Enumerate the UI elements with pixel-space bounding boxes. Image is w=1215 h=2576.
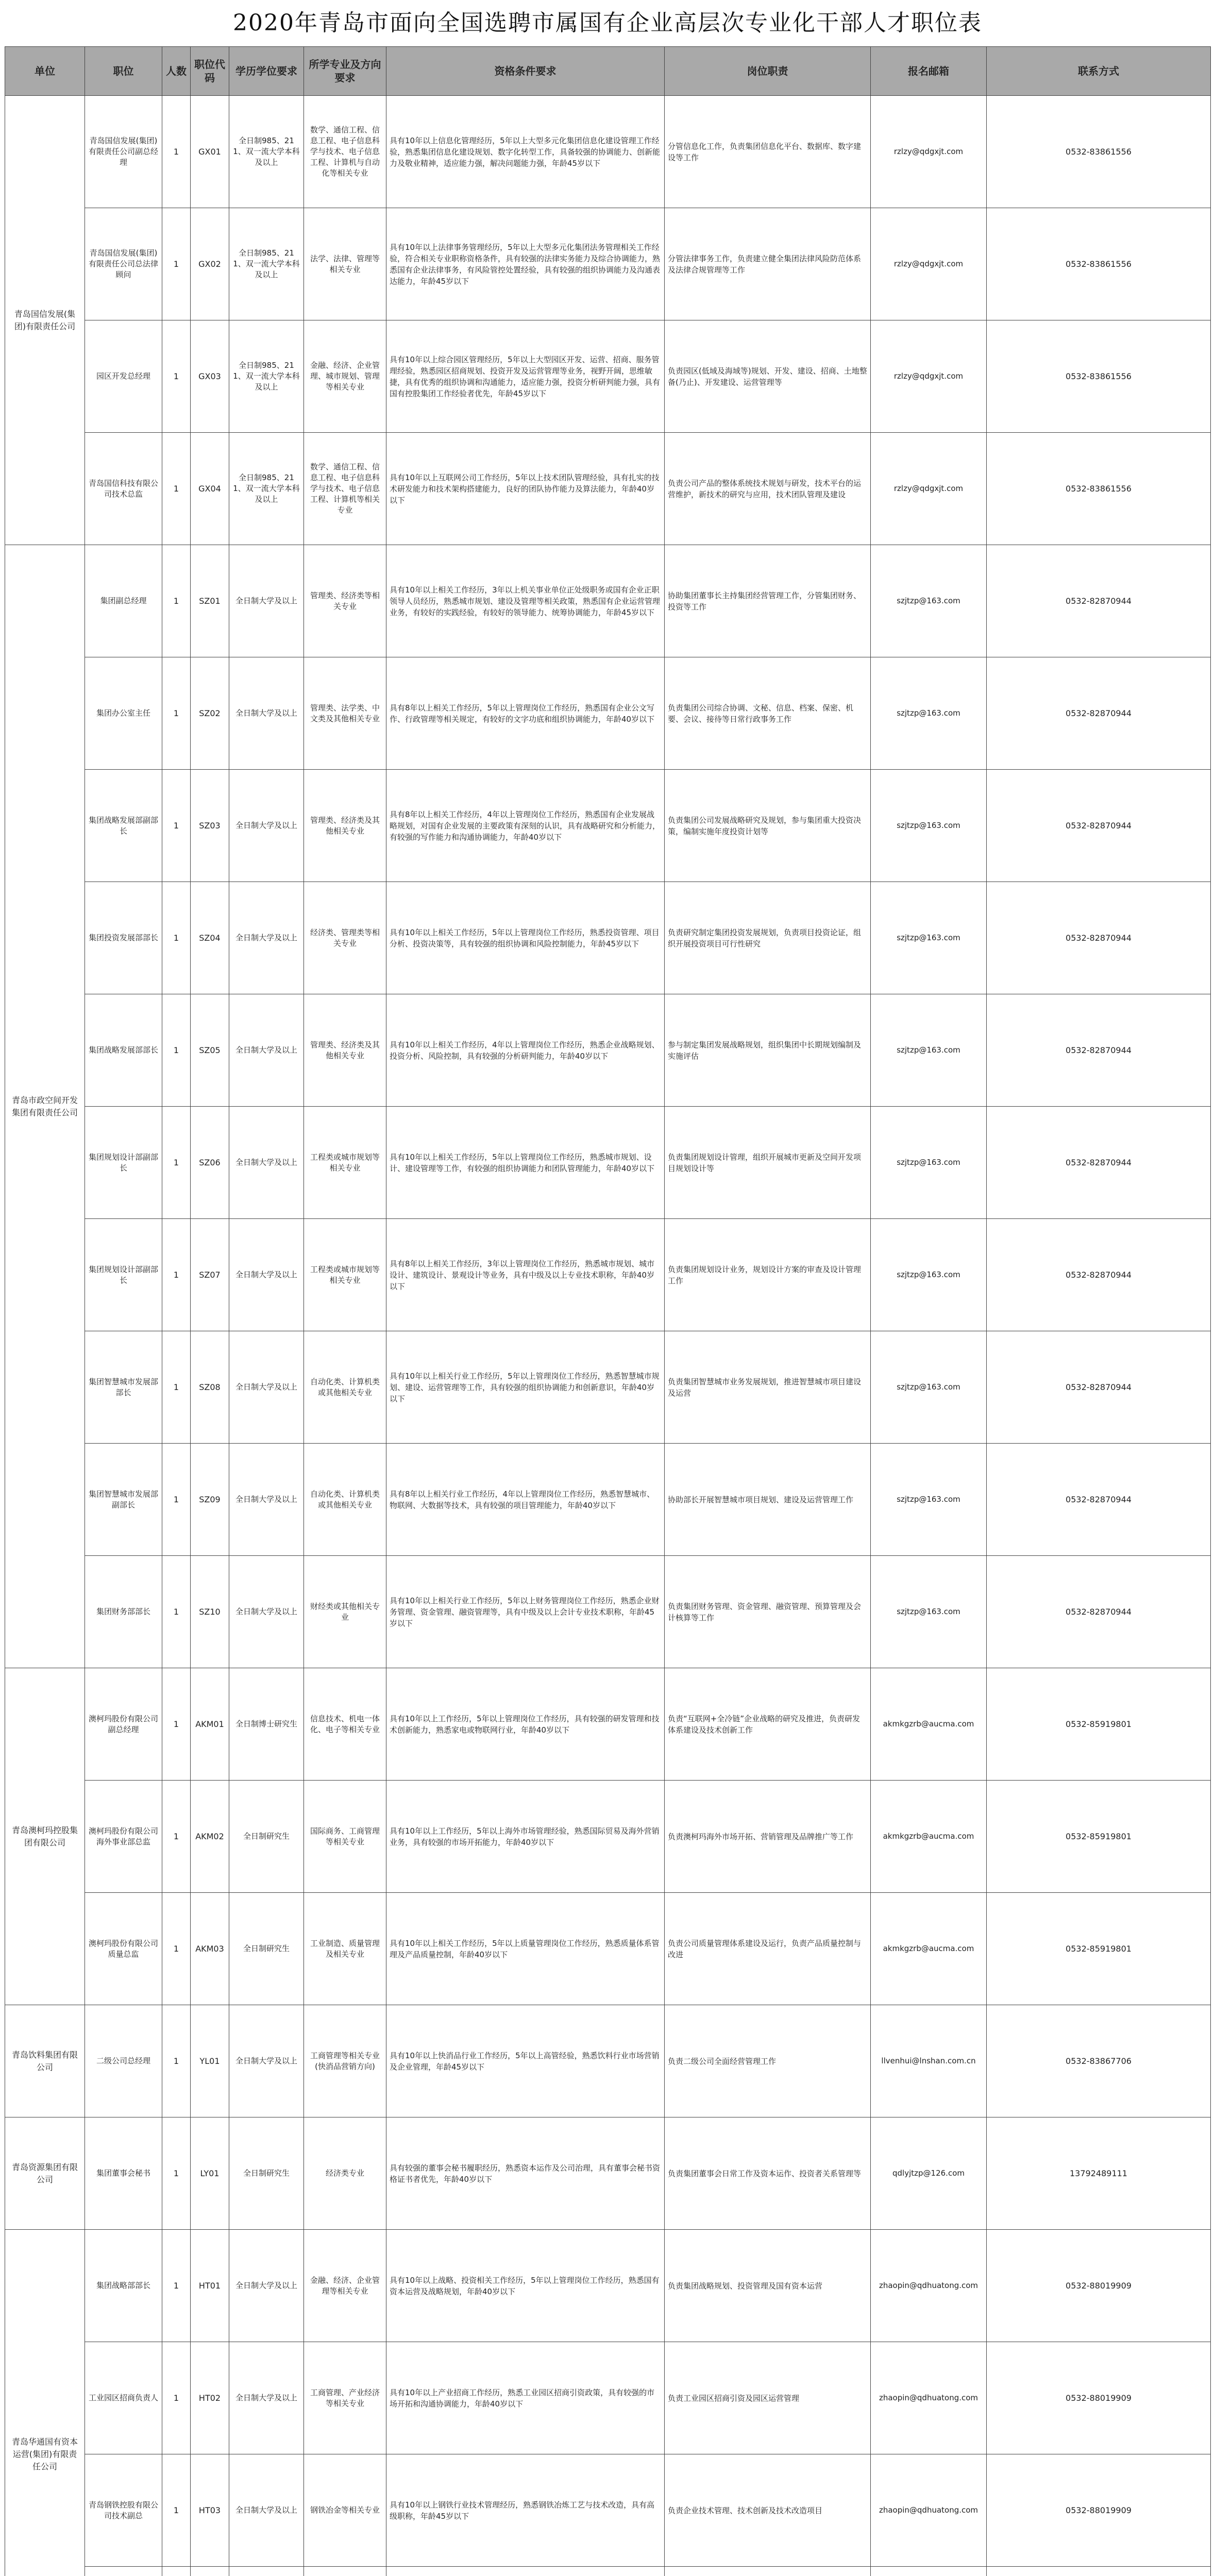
- code-cell: GX01: [191, 96, 229, 208]
- qualification-cell: 具有8年以上相关工作经历，3年以上管理岗位工作经历，熟悉城市规划、城市设计、建筑设计、景观设计等业务，具有中级及以上专业技术职称，年龄40岁以下: [386, 1219, 665, 1331]
- phone-cell: 0532-83861556: [987, 320, 1211, 433]
- major-cell: 工业制造、质量管理及相关专业: [304, 1893, 386, 2005]
- position-cell: 青岛钢铁控股有限公司技术副总: [85, 2454, 162, 2567]
- email-cell: rzlzy@qdgxjt.com: [871, 96, 987, 208]
- email-cell: akmkgzrb@aucma.com: [871, 1893, 987, 2005]
- qualification-cell: 具有10年以上钢铁行业技术管理经历，熟悉钢铁冶炼工艺与技术改造，具有高级职称，年龄45岁以下: [386, 2454, 665, 2567]
- code-cell: AKM03: [191, 1893, 229, 2005]
- major-cell: 经济类、管理类等相关专业: [304, 882, 386, 994]
- table-row: [5, 882, 1211, 994]
- qualification-cell: 具有10年以上工作经历，5年以上管理岗位工作经历，具有较强的研发管理和技术创新能力，熟悉家电或物联网行业，年龄40岁以下: [386, 1668, 665, 1781]
- degree-cell: 全日制985、211、双一流大学本科及以上: [229, 320, 304, 433]
- unit-cell: 青岛华通国有资本运营(集团)有限责任公司: [5, 2230, 85, 2576]
- header-qualification: 资格条件要求: [386, 47, 665, 96]
- phone-cell: 0532-82870944: [987, 1219, 1211, 1331]
- degree-cell: 全日制大学及以上: [229, 545, 304, 657]
- code-cell: YL01: [191, 2005, 229, 2117]
- duty-cell: 负责集团公司发展战略研究及规划，参与集团重大投资决策，编制实施年度投资计划等: [665, 770, 871, 882]
- duty-cell: 负责园区(低域及海域等)规划、开发、建设、招商、土地整备(乃止)、开发建设、运营管理等: [665, 320, 871, 433]
- duty-cell: 负责研究制定集团投资发展规划，负责项目投资论证，组织开展投资项目可行性研究: [665, 882, 871, 994]
- code-cell: AKM01: [191, 1668, 229, 1781]
- count-cell: 1: [162, 320, 191, 433]
- phone-cell: 0532-82870944: [987, 1107, 1211, 1219]
- major-cell: 管理类、法学类、中文类及其他相关专业: [304, 657, 386, 770]
- qualification-cell: 具有10年以上互联网公司工作经历，5年以上技术团队管理经验，具有扎实的技术研发能力和技术架构搭建能力，良好的团队协作能力及算法能力，年龄40岁以下: [386, 433, 665, 545]
- count-cell: 1: [162, 2005, 191, 2117]
- degree-cell: 全日制大学及以上: [229, 882, 304, 994]
- email-cell: szjtzp@163.com: [871, 545, 987, 657]
- header-email: 报名邮箱: [871, 47, 987, 96]
- email-cell: szjtzp@163.com: [871, 657, 987, 770]
- degree-cell: [229, 2567, 304, 2576]
- major-cell: 数学、通信工程、信息工程、电子信息科学与技术、电子信息工程、计算机与自动化等相关专业: [304, 96, 386, 208]
- position-cell: 集团规划设计部副部长: [85, 1107, 162, 1219]
- code-cell: SZ07: [191, 1219, 229, 1331]
- email-cell: rzlzy@qdgxjt.com: [871, 320, 987, 433]
- phone-cell: 0532-83861556: [987, 208, 1211, 320]
- table-row: [5, 208, 1211, 320]
- position-cell: 青岛国信发展(集团)有限责任公司副总经理: [85, 96, 162, 208]
- duty-cell: 负责二级公司全面经营管理工作: [665, 2005, 871, 2117]
- unit-cell: 青岛市政空间开发集团有限责任公司: [5, 545, 85, 1668]
- major-cell: 管理类、经济类及其他相关专业: [304, 770, 386, 882]
- count-cell: 1: [162, 1444, 191, 1556]
- table-body: [5, 96, 1211, 2576]
- table-header-row: [5, 47, 1211, 96]
- phone-cell: 0532-88019909: [987, 2342, 1211, 2454]
- unit-cell: 青岛澳柯玛控股集团有限公司: [5, 1668, 85, 2005]
- position-cell: 青岛国信发展(集团)有限责任公司总法律顾问: [85, 208, 162, 320]
- email-cell: rzlzy@qdgxjt.com: [871, 208, 987, 320]
- major-cell: 经济类专业: [304, 2117, 386, 2230]
- email-cell: akmkgzrb@aucma.com: [871, 1781, 987, 1893]
- position-cell: 澳柯玛股份有限公司海外事业部总监: [85, 1781, 162, 1893]
- email-cell: zhaopin@qdhuatong.com: [871, 2454, 987, 2567]
- major-cell: 钢铁冶金等相关专业: [304, 2454, 386, 2567]
- duty-cell: 分管法律事务工作，负责建立健全集团法律风险防范体系及法律合规管理等工作: [665, 208, 871, 320]
- header-position: 职位: [85, 47, 162, 96]
- qualification-cell: 具有10年以上法律事务管理经历，5年以上大型多元化集团法务管理相关工作经验，符合相关专业职称资格条件，具有较强的法律实务能力及综合协调能力，熟悉国有企业法律事务，有风险管控处置经验，具有较强的组织协调能力及沟通表达能力，年龄45岁以下: [386, 208, 665, 320]
- table-row: [5, 657, 1211, 770]
- table-row: [5, 1219, 1211, 1331]
- unit-cell: 青岛饮料集团有限公司: [5, 2005, 85, 2117]
- duty-cell: 分管信息化工作，负责集团信息化平台、数据库、数字建设等工作: [665, 96, 871, 208]
- phone-cell: 0532-83867706: [987, 2005, 1211, 2117]
- count-cell: 1: [162, 657, 191, 770]
- major-cell: 管理类、经济类及其他相关专业: [304, 994, 386, 1107]
- table-row: [5, 433, 1211, 545]
- qualification-cell: 具有10年以上相关工作经历，3年以上机关事业单位正处级职务或国有企业正职领导人员经历，熟悉城市规划、建设及管理等相关政策，熟悉国有企业运营管理业务，有较好的实践经验，有较好的领导能力、统筹协调能力，年龄45岁以下: [386, 545, 665, 657]
- major-cell: 管理类、经济类等相关专业: [304, 545, 386, 657]
- phone-cell: 0532-85919801: [987, 1781, 1211, 1893]
- phone-cell: 0532-88019909: [987, 2230, 1211, 2342]
- count-cell: 1: [162, 770, 191, 882]
- qualification-cell: 具有10年以上相关工作经历，5年以上管理岗位工作经历，熟悉投资管理、项目分析、投资决策等，具有较强的组织协调和风险控制能力，年龄45岁以下: [386, 882, 665, 994]
- duty-cell: 负责公司产品的整体系统技术规划与研发，技术平台的运营维护，新技术的研究与应用，技术团队管理及建设: [665, 433, 871, 545]
- count-cell: 1: [162, 2230, 191, 2342]
- email-cell: szjtzp@163.com: [871, 994, 987, 1107]
- degree-cell: 全日制大学及以上: [229, 1331, 304, 1444]
- phone-cell: 0532-82870944: [987, 1331, 1211, 1444]
- position-cell: 澳柯玛股份有限公司副总经理: [85, 1668, 162, 1781]
- count-cell: 1: [162, 433, 191, 545]
- phone-cell: 0532-88019909: [987, 2454, 1211, 2567]
- degree-cell: 全日制大学及以上: [229, 2230, 304, 2342]
- position-cell: 集团董事会秘书: [85, 2117, 162, 2230]
- code-cell: [191, 2567, 229, 2576]
- phone-cell: 0532-82870944: [987, 770, 1211, 882]
- major-cell: [304, 2567, 386, 2576]
- phone-cell: [987, 2567, 1211, 2576]
- email-cell: akmkgzrb@aucma.com: [871, 1668, 987, 1781]
- phone-cell: 0532-85919801: [987, 1668, 1211, 1781]
- degree-cell: 全日制大学及以上: [229, 657, 304, 770]
- position-cell: 集团副总经理: [85, 545, 162, 657]
- position-cell: 集团战略发展部部长: [85, 994, 162, 1107]
- major-cell: 金融、经济、企业管理等相关专业: [304, 2230, 386, 2342]
- email-cell: [871, 2567, 987, 2576]
- qualification-cell: 具有10年以上工作经历，5年以上海外市场管理经验，熟悉国际贸易及海外营销业务，具有较强的市场开拓能力，年龄40岁以下: [386, 1781, 665, 1893]
- header-code: 职位代码: [191, 47, 229, 96]
- duty-cell: 负责集团公司综合协调、文秘、信息、档案、保密、机要、会议、接待等日常行政事务工作: [665, 657, 871, 770]
- email-cell: szjtzp@163.com: [871, 1219, 987, 1331]
- qualification-cell: 具有10年以上相关工作经历，4年以上管理岗位工作经历，熟悉企业战略规划、投资分析、风险控制，具有较强的分析研判能力，年龄40岁以下: [386, 994, 665, 1107]
- table-row: [5, 2117, 1211, 2230]
- degree-cell: 全日制大学及以上: [229, 2454, 304, 2567]
- degree-cell: 全日制大学及以上: [229, 1444, 304, 1556]
- qualification-cell: 具有10年以上战略、投资相关工作经历，5年以上管理岗位工作经历，熟悉国有资本运营及战略规划，年龄40岁以下: [386, 2230, 665, 2342]
- position-cell: 工业园区招商负责人: [85, 2342, 162, 2454]
- duty-cell: 负责公司质量管理体系建设及运行，负责产品质量控制与改进: [665, 1893, 871, 2005]
- count-cell: 1: [162, 545, 191, 657]
- code-cell: SZ01: [191, 545, 229, 657]
- qualification-cell: 具有8年以上相关工作经历，4年以上管理岗位工作经历，熟悉国有企业发展战略规划，对国有企业发展的主要政策有深刻的认识，具有战略研究和分析能力，有较强的写作能力和沟通协调能力，年龄40岁以下: [386, 770, 665, 882]
- degree-cell: 全日制985、211、双一流大学本科及以上: [229, 433, 304, 545]
- major-cell: 国际商务、工商管理等相关专业: [304, 1781, 386, 1893]
- header-unit: 单位: [5, 47, 85, 96]
- phone-cell: 0532-85919801: [987, 1893, 1211, 2005]
- code-cell: SZ06: [191, 1107, 229, 1219]
- phone-cell: 0532-82870944: [987, 1556, 1211, 1668]
- qualification-cell: 具有10年以上相关行业工作经历，5年以上财务管理岗位工作经历，熟悉企业财务管理、资金管理、融资管理等，具有中级及以上会计专业技术职称，年龄45岁以下: [386, 1556, 665, 1668]
- code-cell: HT02: [191, 2342, 229, 2454]
- phone-cell: 0532-83861556: [987, 433, 1211, 545]
- header-degree: 学历学位要求: [229, 47, 304, 96]
- major-cell: 工程类或城市规划等相关专业: [304, 1219, 386, 1331]
- email-cell: zhaopin@qdhuatong.com: [871, 2230, 987, 2342]
- degree-cell: 全日制大学及以上: [229, 1107, 304, 1219]
- duty-cell: 负责工业园区招商引资及园区运营管理: [665, 2342, 871, 2454]
- table-row: [5, 2005, 1211, 2117]
- major-cell: 财经类或其他相关专业: [304, 1556, 386, 1668]
- email-cell: szjtzp@163.com: [871, 1444, 987, 1556]
- code-cell: SZ02: [191, 657, 229, 770]
- count-cell: 1: [162, 994, 191, 1107]
- email-cell: rzlzy@qdgxjt.com: [871, 433, 987, 545]
- table-row: [5, 96, 1211, 208]
- code-cell: SZ03: [191, 770, 229, 882]
- email-cell: szjtzp@163.com: [871, 770, 987, 882]
- table-row: [5, 2454, 1211, 2567]
- count-cell: 1: [162, 208, 191, 320]
- code-cell: HT03: [191, 2454, 229, 2567]
- duty-cell: 负责集团智慧城市业务发展规划，推进智慧城市项目建设及运营: [665, 1331, 871, 1444]
- position-cell: 集团办公室主任: [85, 657, 162, 770]
- degree-cell: 全日制大学及以上: [229, 2005, 304, 2117]
- count-cell: 1: [162, 1556, 191, 1668]
- qualification-cell: 具有8年以上相关工作经历，5年以上管理岗位工作经历，熟悉国有企业公文写作、行政管理等相关规定，有较好的文字功底和组织协调能力，年龄40岁以下: [386, 657, 665, 770]
- duty-cell: 负责集团财务管理、资金管理、融资管理、预算管理及会计核算等工作: [665, 1556, 871, 1668]
- qualification-cell: 具有10年以上相关工作经历，5年以上管理岗位工作经历，熟悉城市规划、设计、建设管理等工作，有较强的组织协调能力和团队管理能力，年龄40岁以下: [386, 1107, 665, 1219]
- major-cell: 工程类或城市规划等相关专业: [304, 1107, 386, 1219]
- duty-cell: 负责集团战略规划、投资管理及国有资本运营: [665, 2230, 871, 2342]
- unit-cell: 青岛资源集团有限公司: [5, 2117, 85, 2230]
- code-cell: SZ05: [191, 994, 229, 1107]
- phone-cell: 0532-82870944: [987, 1444, 1211, 1556]
- code-cell: SZ08: [191, 1331, 229, 1444]
- table-row: [5, 545, 1211, 657]
- count-cell: [162, 2567, 191, 2576]
- qualification-cell: [386, 2567, 665, 2576]
- major-cell: 自动化类、计算机类或其他相关专业: [304, 1444, 386, 1556]
- phone-cell: 13792489111: [987, 2117, 1211, 2230]
- count-cell: 1: [162, 2342, 191, 2454]
- count-cell: 1: [162, 1668, 191, 1781]
- qualification-cell: 具有较强的董事会秘书履职经历，熟悉资本运作及公司治理，具有董事会秘书资格证书者优先，年龄40岁以下: [386, 2117, 665, 2230]
- email-cell: llvenhui@lnshan.com.cn: [871, 2005, 987, 2117]
- count-cell: 1: [162, 1781, 191, 1893]
- qualification-cell: 具有10年以上信息化管理经历，5年以上大型多元化集团信息化建设管理工作经验，熟悉集团信息化建设规划、数字化转型工作，具备较强的协调能力、创新能力及敬业精神，适应能力强，解决问题能力强，年龄45岁以下: [386, 96, 665, 208]
- code-cell: HT01: [191, 2230, 229, 2342]
- duty-cell: 负责“互联网+全冷链”企业战略的研究及推进，负责研发体系建设及技术创新工作: [665, 1668, 871, 1781]
- duty-cell: 协助部长开展智慧城市项目规划、建设及运营管理工作: [665, 1444, 871, 1556]
- position-cell: [85, 2567, 162, 2576]
- duty-cell: 负责集团规划设计业务，规划设计方案的审查及设计管理工作: [665, 1219, 871, 1331]
- code-cell: SZ09: [191, 1444, 229, 1556]
- position-cell: 二级公司总经理: [85, 2005, 162, 2117]
- position-cell: 青岛国信科技有限公司技术总监: [85, 433, 162, 545]
- email-cell: szjtzp@163.com: [871, 1556, 987, 1668]
- degree-cell: 全日制985、211、双一流大学本科及以上: [229, 96, 304, 208]
- code-cell: GX03: [191, 320, 229, 433]
- table-row: [5, 1107, 1211, 1219]
- degree-cell: 全日制研究生: [229, 1781, 304, 1893]
- count-cell: 1: [162, 2117, 191, 2230]
- degree-cell: 全日制大学及以上: [229, 1556, 304, 1668]
- major-cell: 金融、经济、企业管理、城市规划、管理等相关专业: [304, 320, 386, 433]
- count-cell: 1: [162, 96, 191, 208]
- position-cell: 集团战略发展部副部长: [85, 770, 162, 882]
- qualification-cell: 具有10年以上相关行业工作经历，5年以上管理岗位工作经历，熟悉智慧城市规划、建设、运营管理等工作，具有较强的组织协调能力和创新意识，年龄40岁以下: [386, 1331, 665, 1444]
- header-count: 人数: [162, 47, 191, 96]
- table-row: [5, 994, 1211, 1107]
- degree-cell: 全日制大学及以上: [229, 2342, 304, 2454]
- header-major: 所学专业及方向要求: [304, 47, 386, 96]
- code-cell: SZ04: [191, 882, 229, 994]
- degree-cell: 全日制研究生: [229, 1893, 304, 2005]
- degree-cell: 全日制博士研究生: [229, 1668, 304, 1781]
- email-cell: zhaopin@qdhuatong.com: [871, 2342, 987, 2454]
- major-cell: 自动化类、计算机类或其他相关专业: [304, 1331, 386, 1444]
- table-row: [5, 770, 1211, 882]
- phone-cell: 0532-82870944: [987, 545, 1211, 657]
- degree-cell: 全日制大学及以上: [229, 770, 304, 882]
- position-cell: 集团智慧城市发展部部长: [85, 1331, 162, 1444]
- table-row: [5, 1556, 1211, 1668]
- table-row: [5, 1331, 1211, 1444]
- table-row: [5, 320, 1211, 433]
- major-cell: 数学、通信工程、信息工程、电子信息科学与技术、电子信息工程、计算机等相关专业: [304, 433, 386, 545]
- count-cell: 1: [162, 2454, 191, 2567]
- code-cell: AKM02: [191, 1781, 229, 1893]
- duty-cell: 参与制定集团发展战略规划，组织集团中长期规划编制及实施评估: [665, 994, 871, 1107]
- table-row: [5, 1668, 1211, 1781]
- degree-cell: 全日制研究生: [229, 2117, 304, 2230]
- page-title: 2020年青岛市面向全国选聘市属国有企业高层次专业化干部人才职位表: [233, 10, 982, 36]
- header-phone: 联系方式: [987, 47, 1211, 96]
- position-cell: 集团投资发展部部长: [85, 882, 162, 994]
- duty-cell: 负责澳柯玛海外市场开拓、营销管理及品牌推广等工作: [665, 1781, 871, 1893]
- table-row: [5, 1781, 1211, 1893]
- email-cell: szjtzp@163.com: [871, 1331, 987, 1444]
- duty-cell: 负责集团规划设计管理，组织开展城市更新及空间开发项目规划设计等: [665, 1107, 871, 1219]
- position-cell: 集团战略部部长: [85, 2230, 162, 2342]
- phone-cell: 0532-82870944: [987, 994, 1211, 1107]
- position-cell: 集团智慧城市发展部副部长: [85, 1444, 162, 1556]
- qualification-cell: 具有10年以上快消品行业工作经历，5年以上高管经验，熟悉饮料行业市场营销及企业管理，年龄45岁以下: [386, 2005, 665, 2117]
- duty-cell: 协助集团董事长主持集团经营管理工作，分管集团财务、投资等工作: [665, 545, 871, 657]
- position-cell: 集团规划设计部副部长: [85, 1219, 162, 1331]
- email-cell: szjtzp@163.com: [871, 882, 987, 994]
- duty-cell: 负责集团董事会日常工作及资本运作、投资者关系管理等: [665, 2117, 871, 2230]
- phone-cell: 0532-82870944: [987, 882, 1211, 994]
- major-cell: 信息技术、机电一体化、电子等相关专业: [304, 1668, 386, 1781]
- qualification-cell: 具有10年以上综合园区管理经历，5年以上大型园区开发、运营、招商、服务管理经验，熟悉园区招商规划、投资开发及运营管理等业务，视野开阔，思维敏捷，具有优秀的组织协调和沟通能力，适应能力强，投资分析研判能力强，具有国有控股集团工作经验者优先，年龄45岁以下: [386, 320, 665, 433]
- duty-cell: 负责企业技术管理、技术创新及技术改造项目: [665, 2454, 871, 2567]
- header-duty: 岗位职责: [665, 47, 871, 96]
- table-row: [5, 2342, 1211, 2454]
- major-cell: 法学、法律、管理等相关专业: [304, 208, 386, 320]
- email-cell: szjtzp@163.com: [871, 1107, 987, 1219]
- table-row: [5, 1444, 1211, 1556]
- positions-table: [5, 46, 1211, 2576]
- code-cell: GX04: [191, 433, 229, 545]
- count-cell: 1: [162, 1219, 191, 1331]
- phone-cell: 0532-83861556: [987, 96, 1211, 208]
- qualification-cell: 具有8年以上相关行业工作经历，4年以上管理岗位工作经历，熟悉智慧城市、物联网、大数据等技术，具有较强的项目管理能力，年龄40岁以下: [386, 1444, 665, 1556]
- degree-cell: 全日制大学及以上: [229, 1219, 304, 1331]
- degree-cell: 全日制985、211、双一流大学本科及以上: [229, 208, 304, 320]
- qualification-cell: 具有10年以上产业招商工作经历，熟悉工业园区招商引资政策，具有较强的市场开拓和沟通协调能力，年龄40岁以下: [386, 2342, 665, 2454]
- qualification-cell: 具有10年以上相关工作经历，5年以上质量管理岗位工作经历，熟悉质量体系管理及产品质量控制，年龄40岁以下: [386, 1893, 665, 2005]
- position-cell: 园区开发总经理: [85, 320, 162, 433]
- duty-cell: [665, 2567, 871, 2576]
- phone-cell: 0532-82870944: [987, 657, 1211, 770]
- table-row: [5, 2567, 1211, 2576]
- table-row: [5, 1893, 1211, 2005]
- position-cell: 集团财务部部长: [85, 1556, 162, 1668]
- major-cell: 工商管理等相关专业(快消品营销方向): [304, 2005, 386, 2117]
- position-cell: 澳柯玛股份有限公司质量总监: [85, 1893, 162, 2005]
- table-row: [5, 2230, 1211, 2342]
- email-cell: qdlyjtzp@126.com: [871, 2117, 987, 2230]
- unit-cell: 青岛国信发展(集团)有限责任公司: [5, 96, 85, 545]
- code-cell: SZ10: [191, 1556, 229, 1668]
- count-cell: 1: [162, 1107, 191, 1219]
- count-cell: 1: [162, 1893, 191, 2005]
- count-cell: 1: [162, 882, 191, 994]
- major-cell: 工商管理、产业经济等相关专业: [304, 2342, 386, 2454]
- count-cell: 1: [162, 1331, 191, 1444]
- code-cell: GX02: [191, 208, 229, 320]
- code-cell: LY01: [191, 2117, 229, 2230]
- degree-cell: 全日制大学及以上: [229, 994, 304, 1107]
